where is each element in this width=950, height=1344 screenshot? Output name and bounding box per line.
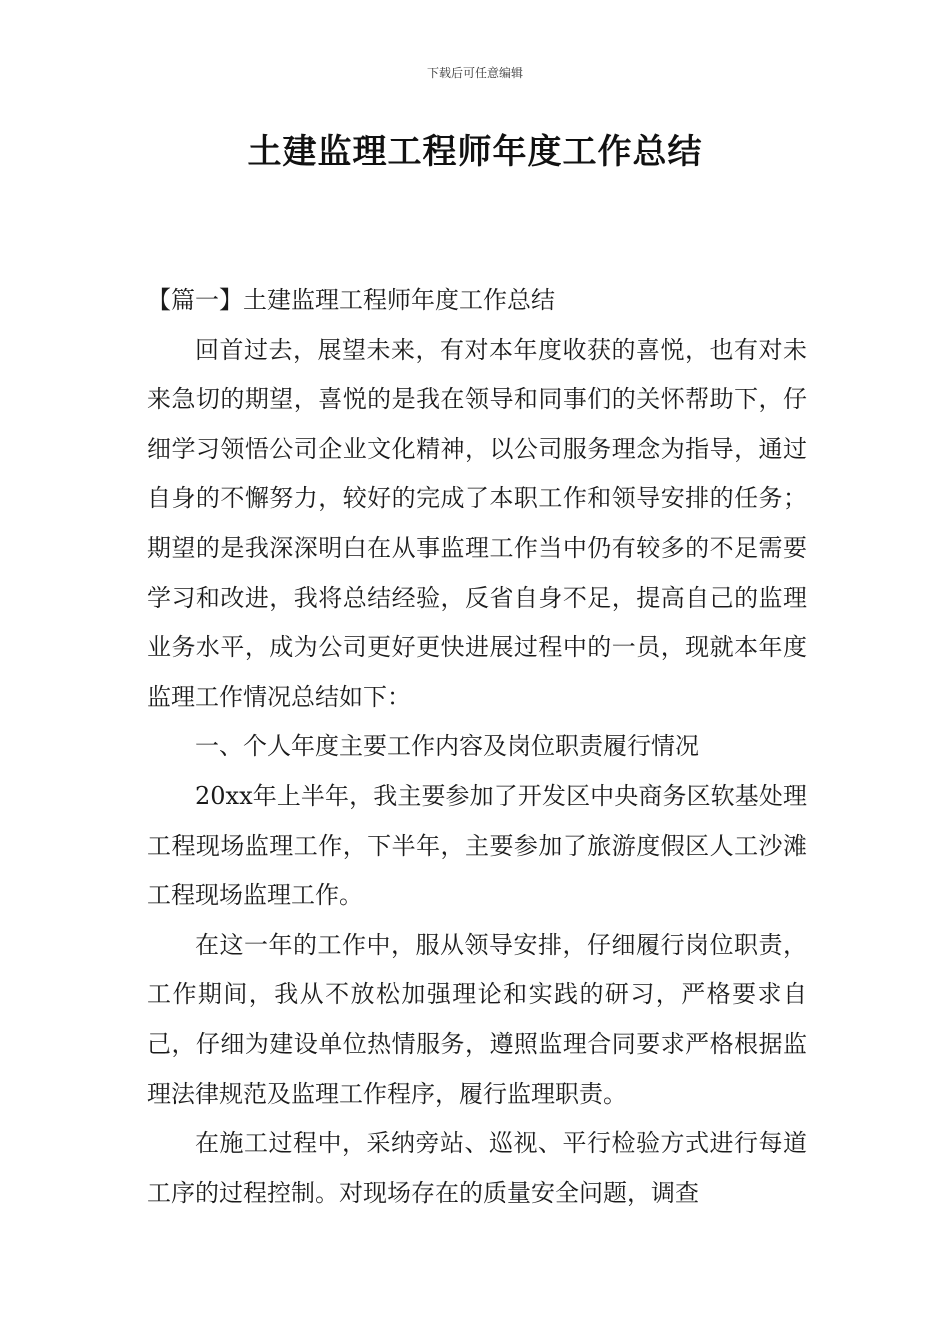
paragraph-intro: 回首过去，展望未来，有对本年度收获的喜悦，也有对未来急切的期望，喜悦的是我在领导和同事们的关怀帮助下，仔细学习领悟公司企业文化精神，以公司服务理念为指导，通过自身的不懈努力，较好的完成了本职工作和领导安排的任务；期望的是我深深明白在从事监理工作当中仍有较多的不足需要学习和改进，我将总结经验，反省自身不足，提高自己的监理业务水平，成为公司更好更快进展过程中的一员，现就本年度监理工作情况总结如下： [147,335,807,711]
paragraph-process-control: 在施工过程中，采纳旁站、巡视、平行检验方式进行每道工序的过程控制。对现场存在的质量安全问题，调查 [147,1129,807,1207]
document-body [147,276,807,1218]
header-note: 下载后可任意编辑 [426,66,523,80]
document-title: 土建监理工程师年度工作总结 [247,132,703,172]
subsection-heading: 一、个人年度主要工作内容及岗位职责履行情况 [195,732,699,761]
section-heading: 【篇一】土建监理工程师年度工作总结 [147,286,555,314]
paragraph-duties: 在这一年的工作中，服从领导安排，仔细履行岗位职责，工作期间，我从不放松加强理论和实践的研习，严格要求自己，仔细为建设单位热情服务，遵照监理合同要求严格根据监理法律规范及监理工作程序，履行监理职责。 [147,930,807,1108]
paragraph-projects: 20xx年上半年，我主要参加了开发区中央商务区软基处理工程现场监理工作，下半年，主要参加了旅游度假区人工沙滩工程现场监理工作。 [147,781,807,910]
